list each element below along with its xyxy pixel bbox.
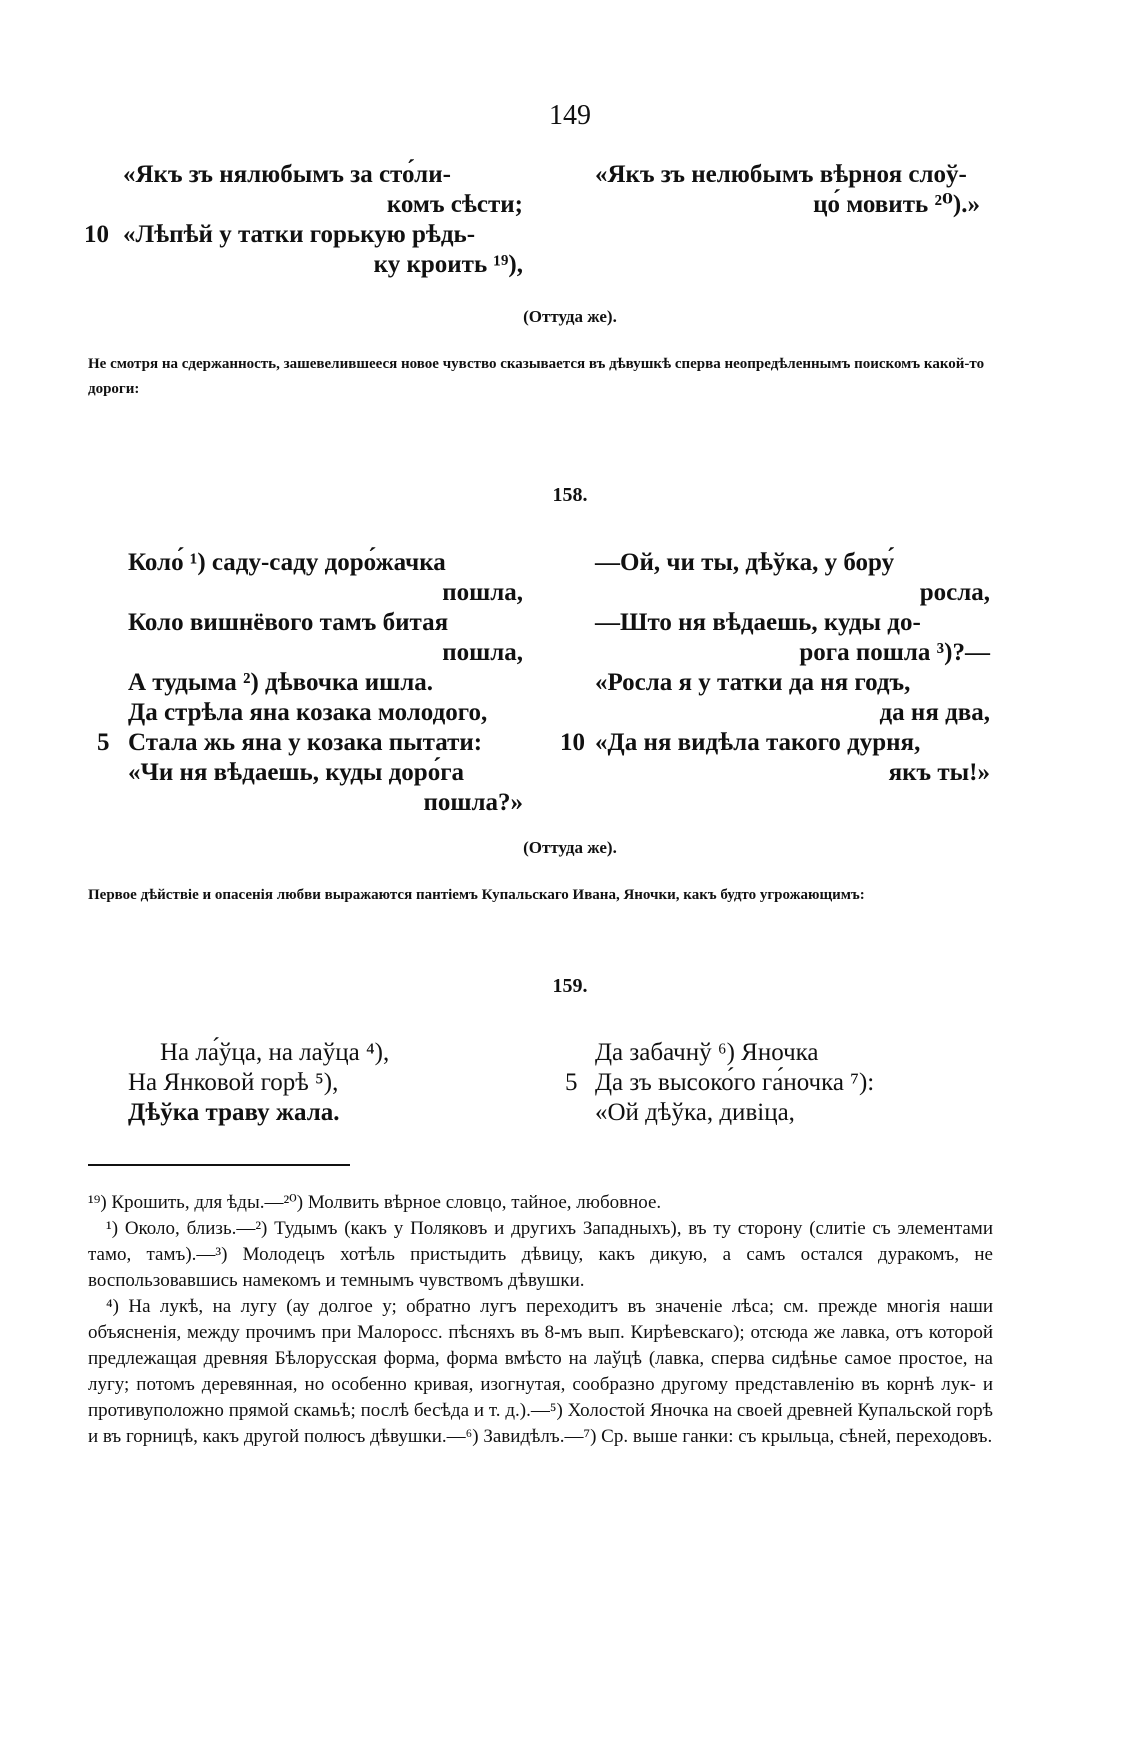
- verse-line: Коло́ ¹) саду-саду доро́жачка: [128, 549, 446, 576]
- verse-line: —Ой, чи ты, дѣўка, у бору́: [595, 549, 895, 576]
- page-number: 149: [549, 100, 591, 131]
- verse-line: «Лѣпѣй у татки горькую рѣдь-: [123, 221, 476, 248]
- verse-line-cont: комъ сѣсти;: [386, 191, 523, 218]
- verse-line-cont: пошла?»: [423, 789, 523, 816]
- verse-line-cont: росла,: [919, 579, 990, 606]
- verse-line: «Якъ зъ нелюбымъ вѣрноя слоў-: [595, 161, 967, 188]
- verse-line: «Росла я у татки да ня годъ,: [595, 669, 911, 696]
- verse-line-cont: рога пошла ³)?—: [799, 639, 990, 666]
- source-note: (Оттуда же).: [523, 838, 617, 857]
- verse-line: «Ой дѣўка, дивіца,: [595, 1099, 795, 1126]
- source-note: (Оттуда же).: [523, 307, 617, 326]
- intro-paragraph: Не смотря на сдержанность, зашевелившееся новое чувство сказывается въ дѣвушкѣ сперва неопредѣленнымъ поискомъ какой-то дороги:: [88, 356, 985, 397]
- verse-line: «Да ня видѣла такого дурня,: [595, 729, 921, 756]
- verse-line: На ла́ўца, на лаўца ⁴),: [160, 1039, 390, 1066]
- verse-line: Дѣўка траву жала.: [128, 1099, 340, 1126]
- intro-paragraph: Первое дѣйствіе и опасенія любви выражаются пантіемъ Купальскаго Ивана, Яночки, какъ будто угрожающимъ:: [88, 887, 865, 903]
- verse-line: «Якъ зъ нялюбымъ за сто́ли-: [123, 161, 451, 188]
- verse-line: Стала жь яна у козака пытати:: [128, 729, 483, 756]
- footnote: ¹) Около, близь.—²) Тудымъ (какъ у Поляковъ и другихъ Западныхъ), въ ту сторону (слитіе съ элементами тамо, тамъ).—³) Молодецъ хотѣль пристыдить дѣвицу, какъ дикую, а самъ остался дуракомъ, не воспользовавшись намекомъ и темнымъ чувствомъ дѣвушки.: [88, 1218, 993, 1291]
- verse-line: Да стрѣла яна козака молодого,: [128, 699, 488, 726]
- footnote-rule: [88, 1164, 350, 1166]
- verse-line-cont: пошла,: [442, 639, 523, 666]
- verse-line: «Чи ня вѣдаешь, куды доро́га: [128, 759, 465, 786]
- verse-line: А тудыма ²) дѣвочка ишла.: [128, 669, 434, 696]
- line-number: 5: [97, 729, 110, 756]
- verse-line: —Што ня вѣдаешь, куды до-: [595, 609, 921, 636]
- footnotes: [88, 1190, 993, 1450]
- verse-line-cont: цо́ мовить ²⁰).»: [813, 191, 980, 218]
- footnote: ¹⁹) Крошить, для ѣды.—²⁰) Молвить вѣрное словцо, тайное, любовное.: [88, 1192, 662, 1213]
- song-number: 159.: [552, 975, 588, 997]
- verse-line-cont: якъ ты!»: [888, 759, 990, 786]
- verse-line: Коло вишнёвого тамъ битая: [128, 609, 449, 636]
- verse-line-cont: ку кроить ¹⁹),: [373, 251, 523, 278]
- verse-line: Да забачнў ⁶) Яночка: [595, 1039, 819, 1066]
- line-number: 5: [565, 1069, 578, 1096]
- footnote: ⁴) На лукѣ, на лугу (ау долгое у; обратно лугъ переходитъ въ значеніе лѣса; см. прежде многія наши объясненія, между прочимъ при Малоросс. пѣсняхъ въ 8-мъ вып. Кирѣевскаго); отсюда же лавка, отъ которой предлежащая древняя Бѣлорусская форма, форма вмѣсто на лаўцѣ (лавка, сперва сидѣнье самое простое, на лугу; потомъ деревянная, но особенно кривая, изогнутая, сообразно другому представленію въ корнѣ лук- и противуположно прямой скамьѣ; послѣ бесѣда и т. д.).—⁵) Холостой Яночка на своей древней Купальской горѣ и въ горницѣ, какъ другой полюсъ дѣвушки.—⁶) Завидѣлъ.—⁷) Ср. выше ганки: съ крыльца, сѣней, переходовъ.: [88, 1296, 993, 1447]
- verse-line: На Янковой горѣ ⁵),: [128, 1069, 339, 1096]
- line-number: 10: [84, 221, 109, 248]
- verse-line: Да зъ высоко́го га́ночка ⁷):: [595, 1069, 875, 1096]
- line-number: 10: [560, 729, 585, 756]
- verse-line-cont: пошла,: [442, 579, 523, 606]
- verse-line-cont: да ня два,: [879, 699, 990, 726]
- song-number: 158.: [552, 484, 588, 506]
